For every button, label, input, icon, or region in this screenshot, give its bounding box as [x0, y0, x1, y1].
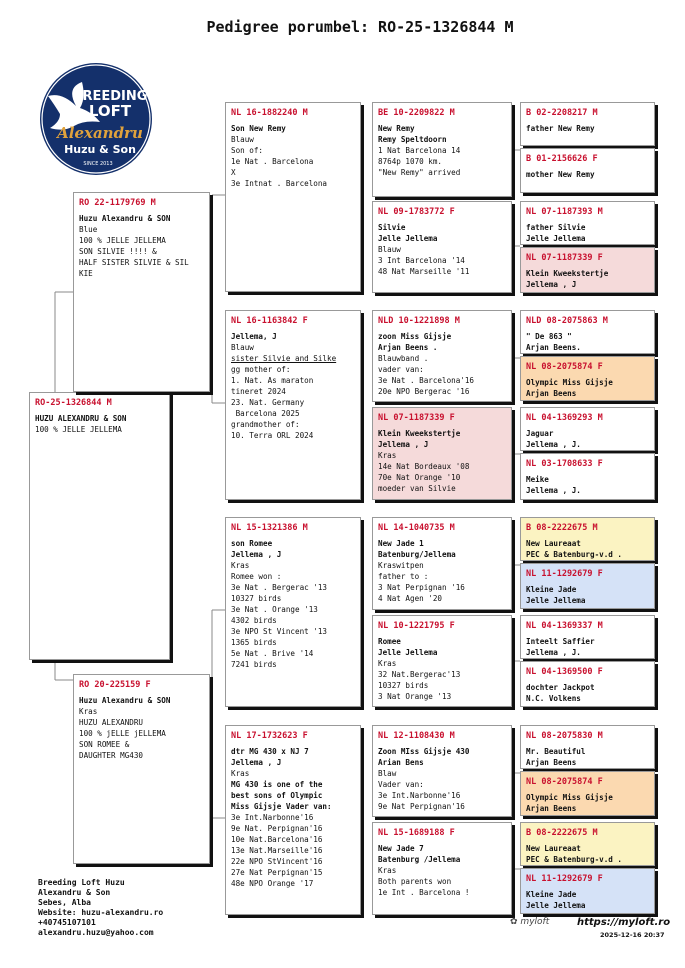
breeder-name: Jelle Jellema: [378, 234, 438, 243]
gen3-card[interactable]: [372, 102, 512, 197]
print-timestamp: 2025-12-16 20:37: [600, 931, 665, 939]
gen4-card[interactable]: [520, 310, 655, 354]
info-line: 20e NPO Bergerac '16: [378, 387, 470, 396]
ring-number: NL 08-2075874 F: [526, 777, 603, 787]
info-line: Barcelona 2025: [231, 409, 300, 418]
sire-card[interactable]: [73, 192, 210, 392]
info-line: 3 Nat Orange '13: [378, 692, 452, 701]
info-line: 3e Nat . Orange '13: [231, 605, 318, 614]
info-line: 100 % JELLE JELLEMA: [79, 236, 166, 245]
info-line: 10e Nat.Barcelona'16: [231, 835, 323, 844]
info-line: 3e Intnat . Barcelona: [231, 179, 328, 188]
gen4-card-highlighted[interactable]: [520, 517, 655, 561]
logo-text-huzu: Huzu & Son: [64, 143, 136, 156]
info-line: Both parents won: [378, 877, 452, 886]
ring-number: NL 10-1221795 F: [378, 621, 455, 631]
info-line: Miss Gijsje Vader van:: [231, 802, 332, 811]
pigeon-name: father Silvie: [526, 223, 586, 232]
breeder-name: Jelle Jellema: [378, 648, 438, 657]
info-line: 70e Nat Orange '10: [378, 473, 461, 482]
breeder-name: Jellema , J: [231, 758, 282, 767]
subject-pigeon-card[interactable]: [29, 392, 170, 660]
info-line: Kras: [231, 769, 250, 778]
pigeon-icon: ✿: [510, 917, 518, 927]
pigeon-name: dtr MG 430 x NJ 7: [231, 747, 309, 756]
pigeon-name: zoon Miss Gijsje: [378, 332, 452, 341]
logo-text-breeding: BREEDING: [72, 89, 148, 104]
brand-name: myloft: [520, 917, 550, 927]
logo-text-alexandru: Alexandru: [57, 124, 143, 142]
info-line: 9e Nat. Perpignan'16: [231, 824, 323, 833]
info-line: 9e Nat Perpignan'16: [378, 802, 465, 811]
breeder-name: Arjan Beens.: [526, 343, 581, 352]
breeder-name: Jelle Jellema: [526, 596, 586, 605]
info-line: Blue: [79, 225, 98, 234]
info-line: 48e NPO Orange '17: [231, 879, 314, 888]
dam-card[interactable]: [73, 674, 210, 864]
info-line: Romee won :: [231, 572, 282, 581]
contact-info: [38, 878, 163, 938]
pigeon-name: New Laureaat: [526, 844, 581, 853]
pigeon-name: Son New Remy: [231, 124, 286, 133]
info-line: 5e Nat . Brive '14: [231, 649, 314, 658]
ring-number: NL 04-1369337 M: [526, 621, 603, 631]
info-line: Blauw: [231, 135, 254, 144]
gen3-card[interactable]: [372, 822, 512, 915]
info-line: 1e Int . Barcelona !: [378, 888, 470, 897]
breeder-name: Jellema , J: [378, 440, 429, 449]
ring-number: NL 03-1708633 F: [526, 459, 603, 469]
granddam-maternal-card[interactable]: [225, 725, 361, 915]
phone-number[interactable]: +40745107101: [38, 918, 96, 927]
gen4-card[interactable]: [520, 725, 655, 769]
ring-number: RO-25-1326844 M: [35, 398, 112, 408]
info-line: Kras: [378, 451, 397, 460]
pigeon-name: New Jade 7: [378, 844, 424, 853]
info-line: 4 Nat Agen '20: [378, 594, 443, 603]
info-line: 10. Terra ORL 2024: [231, 431, 314, 440]
gen4-card-highlighted[interactable]: [520, 771, 655, 816]
breeder-name: Jelle Jellema: [526, 901, 586, 910]
gen4-card[interactable]: [520, 148, 655, 193]
gen4-card-highlighted[interactable]: [520, 563, 655, 609]
breeder-name: PEC & Batenburg-v.d .: [526, 855, 623, 864]
ring-number: B 08-2222675 M: [526, 523, 598, 533]
breeder-name: Arjan Beens: [526, 758, 577, 767]
breeder-name: Batenburg/Jellema: [378, 550, 456, 559]
info-line: 14e Nat Bordeaux '08: [378, 462, 470, 471]
info-line: 3e Nat . Barcelona'16: [378, 376, 475, 385]
gen4-card-highlighted[interactable]: [520, 868, 655, 914]
info-line: MG 430 is one of the: [231, 780, 323, 789]
pigeon-name: New Remy: [378, 124, 415, 133]
ring-number: NL 08-2075830 M: [526, 731, 603, 741]
info-line: 32 Nat.Bergerac'13: [378, 670, 461, 679]
info-line: 1 Nat Barcelona 14: [378, 146, 461, 155]
gen3-card[interactable]: [372, 725, 512, 817]
info-line: HALF SISTER SILVIE & SIL: [79, 258, 189, 267]
page-title: Pedigree porumbel: RO-25-1326844 M: [206, 18, 514, 36]
pigeon-name: " De 863 ": [526, 332, 572, 341]
ring-number: NLD 08-2075863 M: [526, 316, 608, 326]
info-line: Kras: [231, 561, 250, 570]
info-line: 10327 birds: [231, 594, 282, 603]
pigeon-name: New Laureaat: [526, 539, 581, 548]
pigeon-name: Olympic Miss Gijsje: [526, 793, 613, 802]
info-line: 13e Nat.Marseille'16: [231, 846, 323, 855]
ring-number: NL 16-1882240 M: [231, 108, 308, 118]
breeder-name: Jellema , J: [231, 550, 282, 559]
ring-number: NL 17-1732623 F: [231, 731, 308, 741]
gen3-card[interactable]: [372, 201, 512, 293]
pigeon-name: mother New Remy: [526, 170, 595, 179]
breeder-name: Jelle Jellema: [526, 234, 586, 243]
gen4-card-highlighted[interactable]: [520, 247, 655, 293]
info-line: SON ROMEE &: [79, 740, 130, 749]
info-line: 27e Nat Perpignan'15: [231, 868, 323, 877]
info-line: 3e Int.Narbonne'16: [378, 791, 461, 800]
myloft-link[interactable]: https://myloft.ro: [577, 917, 671, 928]
pigeon-name: Mr. Beautiful: [526, 747, 586, 756]
info-line: KIE: [79, 269, 93, 278]
ring-number: NL 09-1783772 F: [378, 207, 455, 217]
logo-text-since: SINCE 2013: [83, 161, 113, 167]
info-line: father to :: [378, 572, 429, 581]
breeder-name: Arian Bens: [378, 758, 424, 767]
pigeon-name: Romee: [378, 637, 401, 646]
breeder-name: Arjan Beens: [526, 389, 577, 398]
myloft-brand: [510, 917, 549, 927]
info-line: "New Remy" arrived: [378, 168, 461, 177]
gen4-card-highlighted[interactable]: [520, 822, 655, 866]
info-line: X: [231, 168, 236, 177]
ring-number: NL 07-1187339 F: [526, 253, 603, 263]
info-line: moeder van Silvie: [378, 484, 456, 493]
breeder-name: Batenburg /Jellema: [378, 855, 461, 864]
breeder-name: Jellema , J.: [526, 648, 581, 657]
contact-line: Alexandru & Son: [38, 888, 111, 897]
ring-number: RO 20-225159 F: [79, 680, 151, 690]
pigeon-name: dochter Jackpot: [526, 683, 595, 692]
pigeon-name: New Jade 1: [378, 539, 424, 548]
info-line: 22e NPO StVincent'16: [231, 857, 323, 866]
info-line: best sons of Olympic: [231, 791, 323, 800]
pigeon-name: father New Remy: [526, 124, 595, 133]
email-link[interactable]: alexandru.huzu@yahoo.com: [38, 928, 154, 937]
gen3-card[interactable]: [372, 517, 512, 610]
ring-number: NL 15-1689188 F: [378, 828, 455, 838]
info-line: 3e Nat . Bergerac '13: [231, 583, 328, 592]
info-line: DAUGHTER MG430: [79, 751, 144, 760]
gen3-card[interactable]: [372, 615, 512, 707]
breeder-name: Remy Speltdoorn: [378, 135, 447, 144]
info-line: 3e Int.Narbonne'16: [231, 813, 314, 822]
info-line: grandmother of:: [231, 420, 300, 429]
owner-name: HUZU ALEXANDRU & SON: [35, 414, 127, 423]
ring-number: NL 11-1292679 F: [526, 874, 603, 884]
info-line: 10327 birds: [378, 681, 429, 690]
ring-number: NL 15-1321386 M: [231, 523, 308, 533]
ring-number: NL 14-1040735 M: [378, 523, 455, 533]
info-line: 48 Nat Marseille '11: [378, 267, 470, 276]
info-line: Blauw: [231, 343, 254, 352]
ring-number: NLD 10-1221898 M: [378, 316, 460, 326]
gen4-card[interactable]: [520, 102, 655, 146]
info-line: Kraswitpen: [378, 561, 424, 570]
ring-number: RO 22-1179769 M: [79, 198, 156, 208]
contact-line: Breeding Loft Huzu: [38, 878, 125, 887]
info-line: 7241 birds: [231, 660, 277, 669]
grandsire-paternal-card[interactable]: [225, 102, 361, 292]
ring-number: NL 07-1187393 M: [526, 207, 603, 217]
pigeon-name: Jaguar: [526, 429, 554, 438]
info-line: 4302 birds: [231, 616, 277, 625]
info-line: Blaw: [378, 769, 397, 778]
info-line: vader van:: [378, 365, 424, 374]
info-line: HUZU ALEXANDRU: [79, 718, 144, 727]
info-line: 3e NPO St Vincent '13: [231, 627, 328, 636]
info-line: 100 % JELLE JELLEMA: [35, 425, 122, 434]
pigeon-name: Jellema, J: [231, 332, 277, 341]
ring-number: NL 12-1108430 M: [378, 731, 455, 741]
breeder-name: PEC & Batenburg-v.d .: [526, 550, 623, 559]
info-line: gg mother of:: [231, 365, 291, 374]
pigeon-name: Zoon MIss Gijsje 430: [378, 747, 470, 756]
breeder-name: Arjan Beens .: [378, 343, 438, 352]
gen3-card[interactable]: [372, 310, 512, 402]
gen4-card[interactable]: [520, 615, 655, 659]
gen4-card[interactable]: [520, 661, 655, 707]
gen4-card[interactable]: [520, 453, 655, 500]
info-line: 1365 birds: [231, 638, 277, 647]
ring-number: NL 04-1369293 M: [526, 413, 603, 423]
info-line: SON SILVIE !!!! &: [79, 247, 157, 256]
breeder-name: Jellema , J.: [526, 486, 581, 495]
ring-number: BE 10-2209822 M: [378, 108, 455, 118]
ring-number: B 02-2208217 M: [526, 108, 598, 118]
pigeon-name: Inteelt Saffier: [526, 637, 595, 646]
info-line: 8764p 1070 km.: [378, 157, 443, 166]
info-line: Vader van:: [378, 780, 424, 789]
breeder-name: Jellema , J.: [526, 440, 581, 449]
pigeon-name: Kleine Jade: [526, 585, 577, 594]
ring-number: B 08-2222675 M: [526, 828, 598, 838]
info-line: Kras: [79, 707, 98, 716]
ring-number: NL 04-1369500 F: [526, 667, 603, 677]
grandsire-maternal-card[interactable]: [225, 517, 361, 707]
pigeon-name: Meike: [526, 475, 549, 484]
ring-number: NL 16-1163842 F: [231, 316, 308, 326]
info-line: Blauw: [378, 245, 401, 254]
pigeon-name: Klein Kweekstertje: [378, 429, 461, 438]
breeder-name: Jellema , J: [526, 280, 577, 289]
breeder-name: Arjan Beens: [526, 804, 577, 813]
pigeon-name: Kleine Jade: [526, 890, 577, 899]
info-line: sister Silvie and Silke: [231, 354, 337, 363]
info-line: 23. Nat. Germany: [231, 398, 305, 407]
info-line: Son of:: [231, 146, 264, 155]
ring-number: NL 08-2075874 F: [526, 362, 603, 372]
info-line: Blauwband .: [378, 354, 429, 363]
contact-line: Sebes, Alba: [38, 898, 91, 907]
owner-name: Huzu Alexandru & SON: [79, 696, 171, 705]
pigeon-name: Olympic Miss Gijsje: [526, 378, 613, 387]
granddam-paternal-card[interactable]: [225, 310, 361, 500]
owner-name: Huzu Alexandru & SON: [79, 214, 171, 223]
logo-text-loft: LOFT: [88, 102, 132, 120]
gen4-card[interactable]: [520, 407, 655, 451]
info-line: 3 Int Barcelona '14: [378, 256, 465, 265]
info-line: Kras: [378, 659, 397, 668]
pigeon-name: son Romee: [231, 539, 273, 548]
pigeon-name: Silvie: [378, 223, 406, 232]
gen3-card-highlighted[interactable]: [372, 407, 512, 500]
info-line: 3 Nat Perpignan '16: [378, 583, 465, 592]
ring-number: NL 07-1187339 F: [378, 413, 455, 423]
breeder-name: N.C. Volkens: [526, 694, 581, 703]
gen4-card-highlighted[interactable]: [520, 356, 655, 401]
info-line: 1e Nat . Barcelona: [231, 157, 314, 166]
gen4-card[interactable]: [520, 201, 655, 245]
info-line: tineret 2024: [231, 387, 286, 396]
ring-number: B 01-2156626 F: [526, 154, 598, 164]
info-line: Kras: [378, 866, 397, 875]
info-line: 100 % jELLE jELLEMA: [79, 729, 166, 738]
website-link[interactable]: Website: huzu-alexandru.ro: [38, 908, 164, 917]
pigeon-name: Klein Kweekstertje: [526, 269, 609, 278]
ring-number: NL 11-1292679 F: [526, 569, 603, 579]
info-line: 1. Nat. As maraton: [231, 376, 314, 385]
